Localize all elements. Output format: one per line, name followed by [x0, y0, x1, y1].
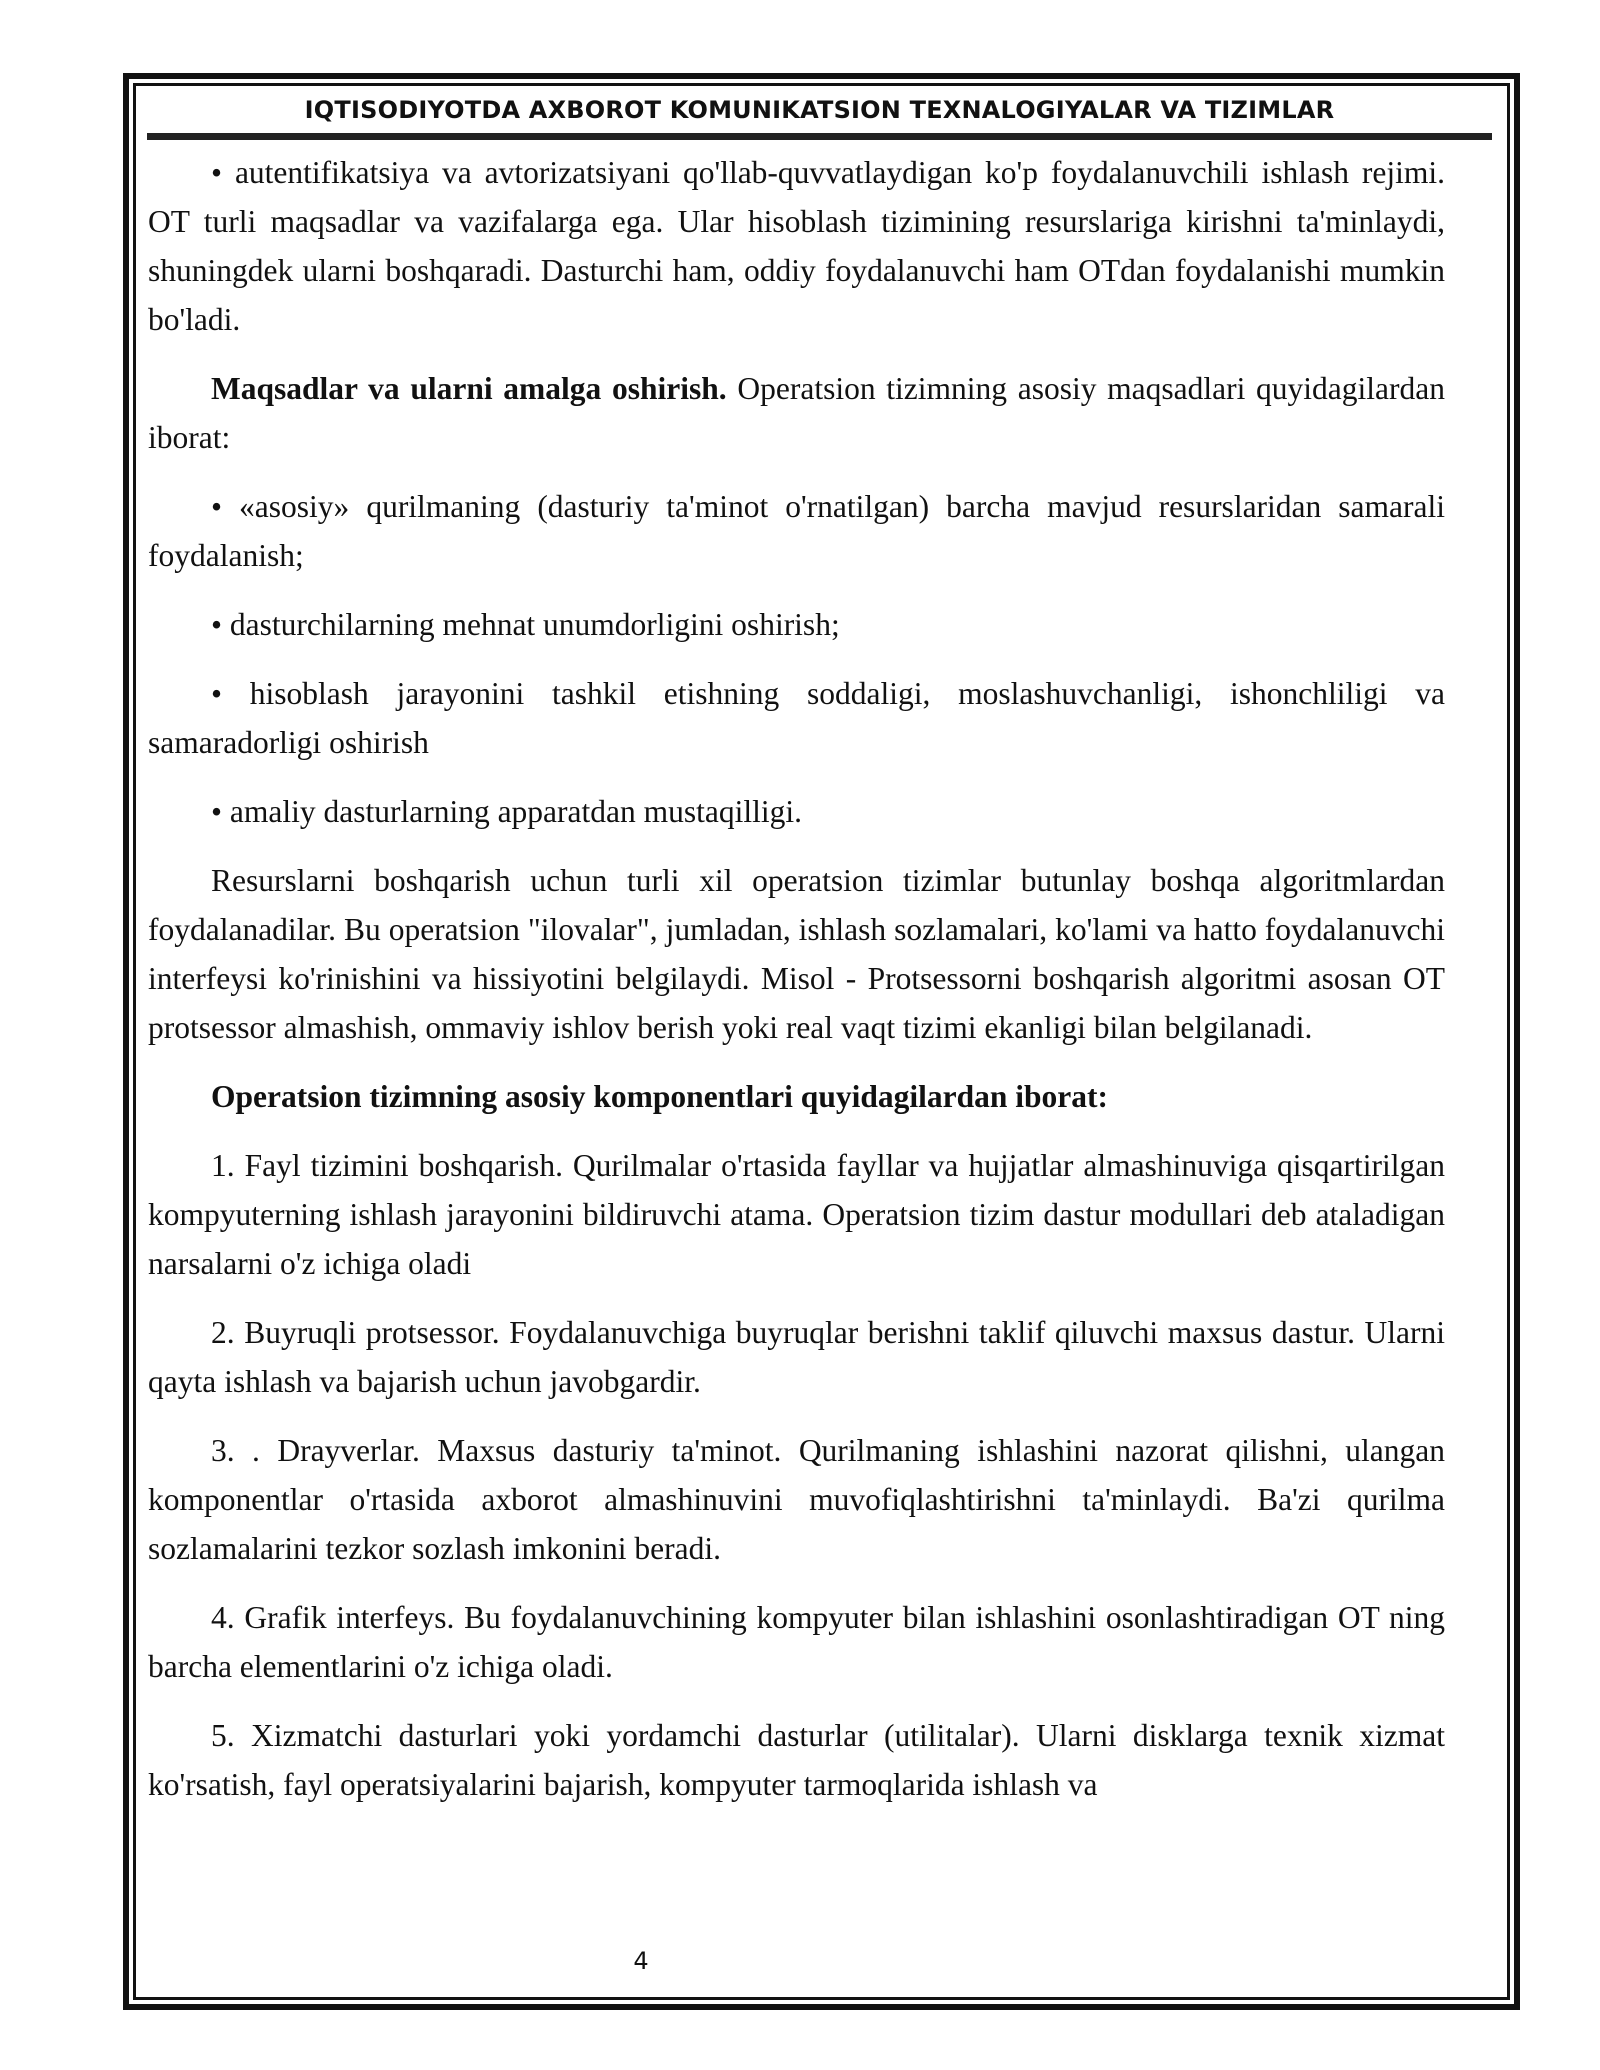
bullet-independence: • amaliy dasturlarning apparatdan mustaqilligi. [211, 794, 802, 829]
list-item-command-processor: 2. Buyruqli protsessor. Foydalanuvchiga buyruqlar berishni taklif qiluvchi maxsus dastur. Ularni qayta ishlash va bajarish uchun javobgardir. [148, 1315, 1445, 1399]
header-rule [147, 133, 1492, 140]
bullet-resources: • «asosiy» qurilmaning (dasturiy ta'minot o'rnatilgan) barcha mavjud resurslaridan samarali foydalanish; [148, 489, 1445, 573]
page-number: 4 [633, 1947, 649, 1975]
running-header: IQTISODIYOTDA AXBOROT KOMUNIKATSION TEXNALOGIYALAR VA TIZIMLAR [304, 96, 1335, 124]
goals-text: Operatsion tizimning asosiy maqsadlari quyidagilardan iborat: [148, 371, 1445, 455]
list-item-drivers: 3. . Drayverlar. Maxsus dasturiy ta'minot. Qurilmaning ishlashini nazorat qilishni, ulangan komponentlar o'rtasida axborot almashinuvini muvofiqlashtirishni ta'minlaydi. Ba'zi qurilma sozlamalarini tezkor sozlash imkonini beradi. [148, 1433, 1445, 1566]
paragraph-goals [148, 364, 1445, 462]
components-heading [148, 1072, 1445, 1121]
components-heading-text: Operatsion tizimning asosiy komponentlari quyidagilardan iborat: [211, 1079, 1108, 1114]
list-item-file-system: 1. Fayl tizimini boshqarish. Qurilmalar o'rtasida fayllar va hujjatlar almashinuviga qisqartirilgan kompyuterning ishlash jarayonini bildiruvchi atama. Operatsion tizim dastur modullari deb ataladigan narsalarni o'z ichiga oladi [148, 1148, 1445, 1281]
bullet-productivity: • dasturchilarning mehnat unumdorligini oshirish; [211, 607, 840, 642]
paragraph-auth: • autentifikatsiya va avtorizatsiyani qo'llab-quvvatlaydigan ko'p foydalanuvchili ishlash rejimi. OT turli maqsadlar va vazifalarga ega. Ular hisoblash tizimining resurslariga kirishni ta'minlaydi, shuningdek ularni boshqaradi. Dasturchi ham, oddiy foydalanuvchi ham OTdan foydalanishi mumkin bo'ladi. [148, 155, 1445, 337]
page-content [148, 148, 1445, 1829]
list-item-utilities: 5. Xizmatchi dasturlari yoki yordamchi dasturlar (utilitalar). Ularni disklarga texnik xizmat ko'rsatish, fayl operatsiyalarini bajarish, kompyuter tarmoqlarida ishlash va [148, 1718, 1445, 1802]
paragraph-resources: Resurslarni boshqarish uchun turli xil operatsion tizimlar butunlay boshqa algoritmlardan foydalanadilar. Bu operatsion "ilovalar", jumladan, ishlash sozlamalari, ko'lami va hatto foydalanuvchi interfeysi ko'rinishini va hissiyotini belgilaydi. Misol - Protsessorni boshqarish algoritmi asosan OT protsessor almashish, ommaviy ishlov berish yoki real vaqt tizimi ekanligi bilan belgilanadi. [148, 863, 1445, 1045]
list-item-gui: 4. Grafik interfeys. Bu foydalanuvchining kompyuter bilan ishlashini osonlashtiradigan OT ning barcha elementlarini o'z ichiga oladi. [148, 1600, 1445, 1684]
goals-heading: Maqsadlar va ularni amalga oshirish. [211, 371, 727, 406]
bullet-simplicity: • hisoblash jarayonini tashkil etishning soddaligi, moslashuvchanligi, ishonchliligi va samaradorligi oshirish [148, 676, 1445, 760]
